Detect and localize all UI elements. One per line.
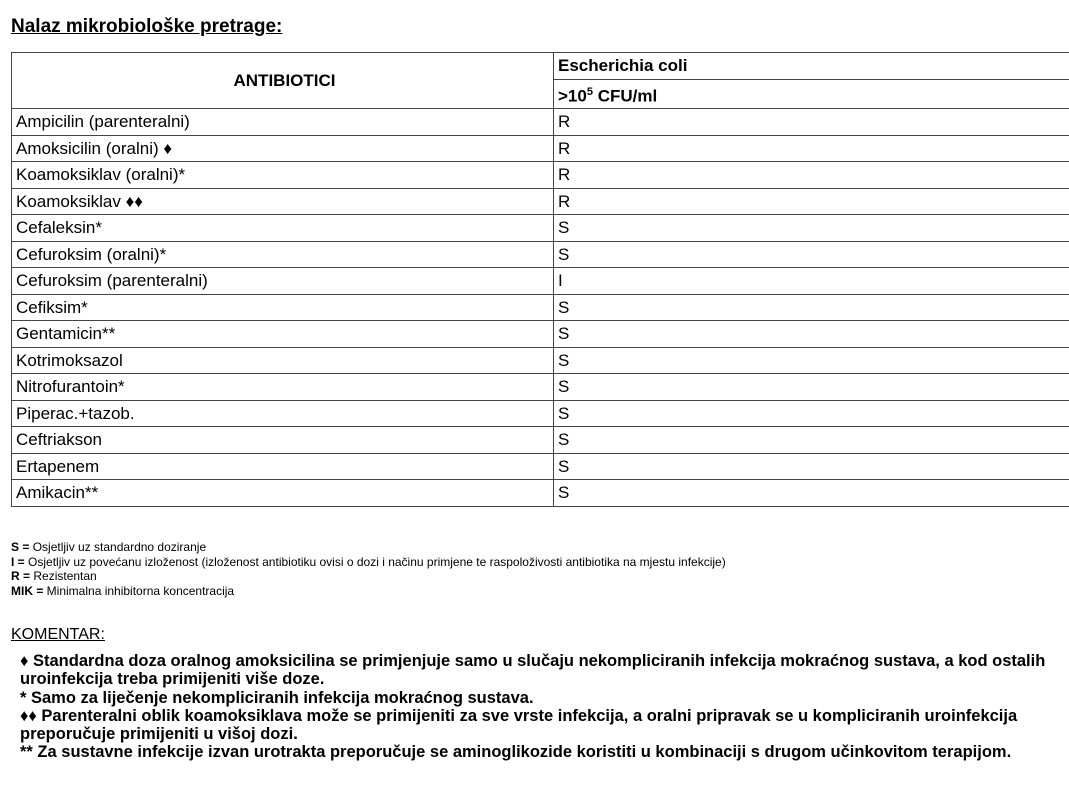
antibiotic-name: Nitrofurantoin* xyxy=(12,374,554,401)
table-row xyxy=(12,427,1069,454)
table-row xyxy=(12,241,1069,268)
susceptibility-result: I xyxy=(554,268,1069,295)
comment-line: ** Za sustavne infekcije izvan urotrakta preporučuje se aminoglikozide koristiti u kombinaciji s drugom učinkovitom terapijom. xyxy=(20,743,1012,762)
susceptibility-result: S xyxy=(554,321,1069,348)
susceptibility-result: S xyxy=(554,294,1069,321)
antibiotic-name: Ampicilin (parenteralni) xyxy=(12,109,554,136)
susceptibility-result: S xyxy=(554,241,1069,268)
antibiotic-name: Gentamicin** xyxy=(12,321,554,348)
legend xyxy=(11,540,726,598)
antibiotic-name: Cefaleksin* xyxy=(12,215,554,242)
antibiotic-name: Cefuroksim (oralni)* xyxy=(12,241,554,268)
table-row xyxy=(12,480,1069,507)
table-row xyxy=(12,321,1069,348)
antibiogram-table xyxy=(11,52,1069,507)
susceptibility-result: S xyxy=(554,400,1069,427)
table-row xyxy=(12,347,1069,374)
comment-title: KOMENTAR: xyxy=(11,626,105,643)
susceptibility-result: S xyxy=(554,215,1069,242)
susceptibility-result: S xyxy=(554,453,1069,480)
comment-line: ♦♦ Parenteralni oblik koamoksiklava može se primijeniti za sve vrste infekcija, a oralni pripravak se u kompliciranih uroinfekcija preporučuje primijeniti u višoj dozi. xyxy=(20,706,1018,744)
legend-item: R = Rezistentan xyxy=(11,569,97,583)
antibiotic-name: Amoksicilin (oralni) ♦ xyxy=(12,135,554,162)
table-row xyxy=(12,162,1069,189)
antibiotics-header: ANTIBIOTICI xyxy=(12,53,554,109)
susceptibility-result: S xyxy=(554,427,1069,454)
table-row xyxy=(12,215,1069,242)
legend-item: I = Osjetljiv uz povećanu izloženost (izloženost antibiotiku ovisi o dozi i načinu primjene te raspoloživosti antibiotika na mjestu infekcije) xyxy=(11,554,726,569)
susceptibility-result: S xyxy=(554,374,1069,401)
susceptibility-result: S xyxy=(554,480,1069,507)
legend-item: MIK = Minimalna inhibitorna koncentracija xyxy=(11,583,235,598)
table-row xyxy=(12,400,1069,427)
susceptibility-result: R xyxy=(554,162,1069,189)
table-row xyxy=(12,135,1069,162)
organism-header: Escherichia coli xyxy=(554,53,1069,80)
antibiotic-name: Ceftriakson xyxy=(12,427,554,454)
susceptibility-result: R xyxy=(554,109,1069,136)
table-row xyxy=(12,374,1069,401)
comment-block xyxy=(20,652,1065,762)
page-title: Nalaz mikrobiološke pretrage: xyxy=(11,16,283,37)
antibiotic-name: Piperac.+tazob. xyxy=(12,400,554,427)
antibiotic-name: Kotrimoksazol xyxy=(12,347,554,374)
comment-line: ♦ Standardna doza oralnog amoksicilina se primjenjuje samo u slučaju nekompliciranih infekcija mokraćnog sustava, a kod ostalih uroinfekcija treba primijeniti više doze. xyxy=(20,652,1046,689)
cfu-header: $>10^5$ CFU/ml xyxy=(554,79,1069,109)
legend-item: S = Osjetljiv uz standardno doziranje xyxy=(11,540,207,554)
antibiotic-name: Cefuroksim (parenteralni) xyxy=(12,268,554,295)
table-row xyxy=(12,109,1069,136)
antibiotic-name: Cefiksim* xyxy=(12,294,554,321)
antibiotic-name: Amikacin** xyxy=(12,480,554,507)
susceptibility-result: R xyxy=(554,188,1069,215)
antibiotic-name: Koamoksiklav (oralni)* xyxy=(12,162,554,189)
table-row xyxy=(12,294,1069,321)
table-row xyxy=(12,268,1069,295)
antibiotic-name: Ertapenem xyxy=(12,453,554,480)
table-row xyxy=(12,453,1069,480)
susceptibility-result: S xyxy=(554,347,1069,374)
antibiotic-name: Koamoksiklav ♦♦ xyxy=(12,188,554,215)
table-row xyxy=(12,188,1069,215)
susceptibility-result: R xyxy=(554,135,1069,162)
comment-line: * Samo za liječenje nekompliciranih infekcija mokraćnog sustava. xyxy=(20,688,534,707)
